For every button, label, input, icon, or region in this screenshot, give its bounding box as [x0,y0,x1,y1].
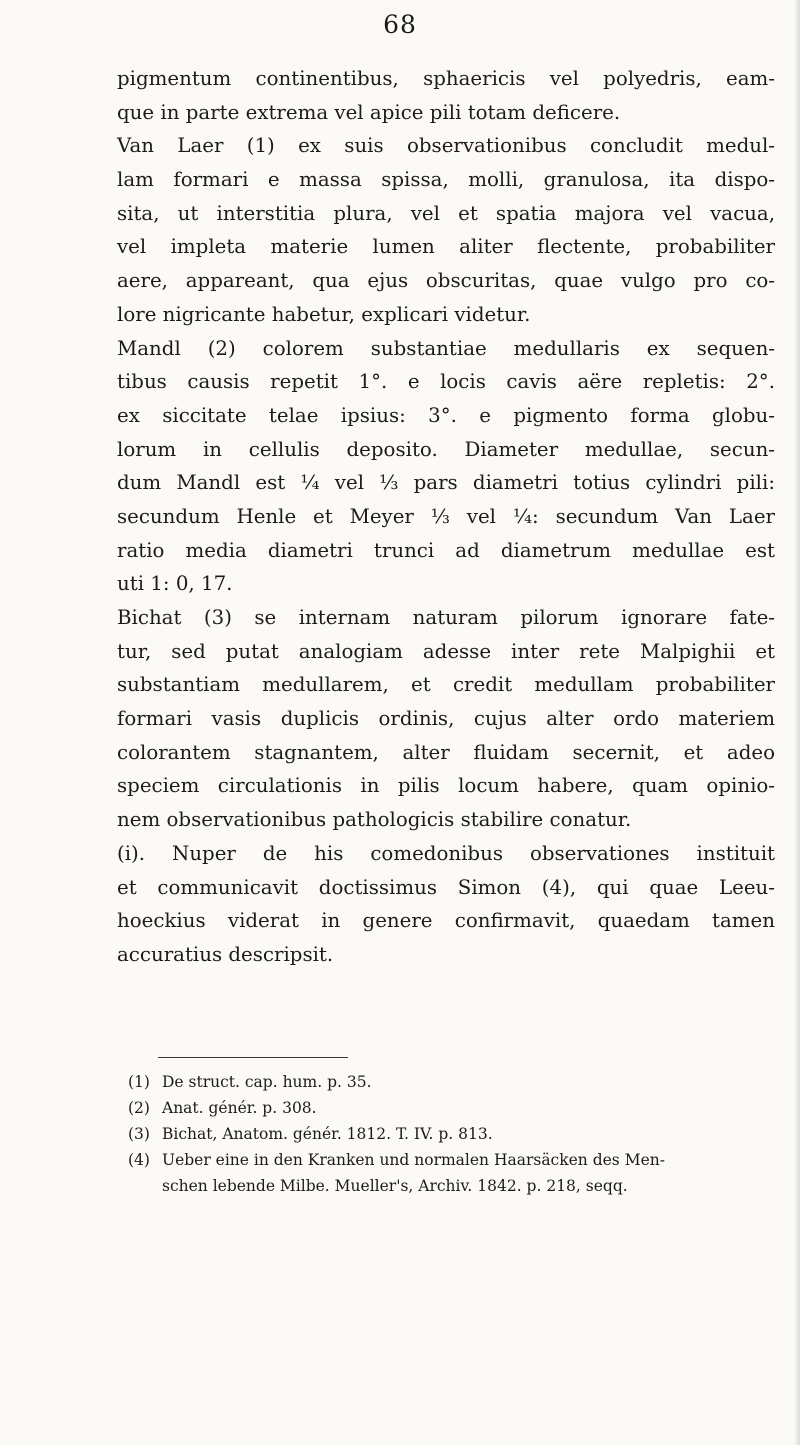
text-line: aere, appareant, qua ejus obscuritas, quae vulgo pro co- [117,269,775,293]
text-line: uti 1: 0, 17. [117,572,233,596]
footnote [128,1095,778,1121]
footnotes [128,1069,778,1199]
footnote-divider [158,1057,348,1058]
text-line: substantiam medullarem, et credit medullam probabiliter [117,673,775,697]
text-line: nem observationibus pathologicis stabilire conatur. [117,808,632,832]
text-line: tur, sed putat analogiam adesse inter rete Malpighii et [117,639,775,663]
text-line: hoeckius viderat in genere confirmavit, quaedam tamen [117,909,775,933]
text-line: tibus causis repetit 1°. e locis cavis aëre repletis: 2°. [117,370,775,394]
text-line: que in parte extrema vel apice pili totam deficere. [117,100,621,124]
footnote [128,1069,778,1095]
text-line: accuratius descripsit. [117,942,334,966]
text-line: dum Mandl est ¼ vel ⅓ pars diametri totius cylindri pili: [117,471,775,495]
text-line: lorum in cellulis deposito. Diameter medullae, secun- [117,437,775,461]
footnote [128,1121,778,1147]
text-line: et communicavit doctissimus Simon (4), qui quae Leeu- [117,875,775,899]
text-line: vel impleta materie lumen aliter flectente, probabiliter [117,235,775,259]
footnote-number: (4) [128,1151,150,1169]
text-line: ex siccitate telae ipsius: 3°. e pigmento forma globu- [117,403,775,427]
text-line: formari vasis duplicis ordinis, cujus alter ordo materiem [117,707,775,731]
text-line: (i). Nuper de his comedonibus observationes instituit [117,841,775,865]
footnote-text: Bichat, Anatom. génér. 1812. T. IV. p. 813. [162,1125,493,1143]
text-line: Van Laer (1) ex suis observationibus concludit medul- [117,134,775,158]
footnote-continuation: schen lebende Milbe. Mueller's, Archiv. 1842. p. 218, seqq. [162,1177,628,1195]
text-line: lam formari e massa spissa, molli, granulosa, ita dispo- [117,168,775,192]
body-text [117,62,775,972]
text-line: Bichat (3) se internam naturam pilorum ignorare fate- [117,606,775,629]
text-line: colorantem stagnantem, alter fluidam secernit, et adeo [117,740,775,764]
footnote-number: (1) [128,1073,150,1091]
text-line: Mandl (2) colorem substantiae medullaris ex sequen- [117,336,775,360]
page-number: 68 [383,10,417,39]
text-line: speciem circulationis in pilis locum habere, quam opinio- [117,774,775,798]
text-line: sita, ut interstitia plura, vel et spatia majora vel vacua, [117,201,775,225]
footnote-text: Ueber eine in den Kranken und normalen Haarsäcken des Men- [162,1151,665,1169]
text-line: lore nigricante habetur, explicari videtur. [117,302,531,326]
page-edge-shadow [794,0,800,1445]
footnote [128,1147,778,1173]
text-line: secundum Henle et Meyer ⅓ vel ¼: secundum Van Laer [117,504,775,528]
text-line: pigmentum continentibus, sphaericis vel polyedris, eam- [117,67,775,90]
footnote-text: De struct. cap. hum. p. 35. [162,1073,372,1091]
text-line: ratio media diametri trunci ad diametrum medullae est [117,538,775,562]
footnote-number: (2) [128,1099,150,1117]
footnote-text: Anat. génér. p. 308. [162,1099,317,1117]
footnote-number: (3) [128,1125,150,1143]
